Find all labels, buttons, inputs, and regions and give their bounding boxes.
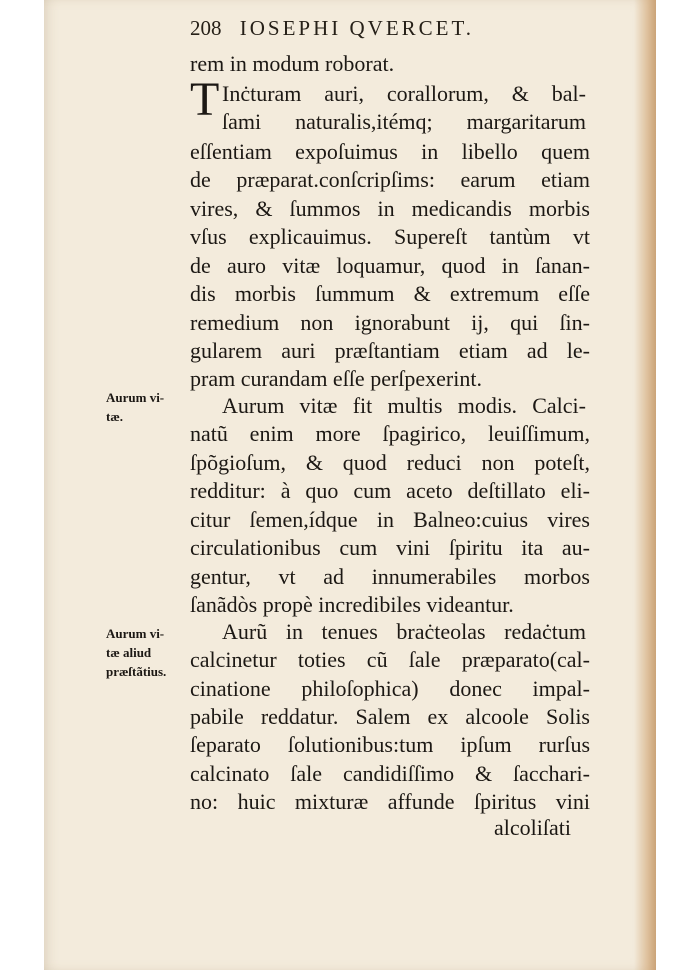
text-line: ſanãdòs propè incredibiles videantur. bbox=[190, 592, 514, 617]
text-line: remedium non ignorabunt ij, qui ſin- bbox=[190, 310, 590, 335]
text-line: dis morbis ſummum & extremum eſſe bbox=[190, 281, 590, 306]
text-line: ſami naturalis,itémq; margaritarum bbox=[222, 109, 586, 134]
text-line: cinatione philoſophica) donec impal- bbox=[190, 676, 590, 701]
text-line: de auro vitæ loquamur, quod in ſanan- bbox=[190, 253, 590, 278]
text-line: Aurum vitæ fit multis modis. Calci- bbox=[222, 393, 586, 418]
text-line: ſpõgioſum, & quod reduci non poteſt, bbox=[190, 450, 590, 475]
page-number: 208 bbox=[190, 16, 222, 40]
text-line: calcinato ſale candidiſſimo & ſacchari- bbox=[190, 761, 590, 786]
marginal-note: Aurum vi- tæ aliud præſtãtius. bbox=[106, 626, 167, 679]
text-line: rem in modum roborat. bbox=[190, 51, 395, 76]
running-head: IOSEPHI QVERCET. bbox=[239, 16, 475, 40]
text-line: circulationibus cum vini ſpiritu ita au- bbox=[190, 535, 590, 560]
text-line: Inċturam auri, corallorum, & bal- bbox=[222, 81, 586, 106]
running-header bbox=[190, 16, 630, 41]
page-edge-shadow bbox=[634, 0, 656, 970]
text-line: citur ſemen,ídque in Balneo:cuius vires bbox=[190, 507, 590, 532]
text-line: eſſentiam expoſuimus in libello quem bbox=[190, 139, 590, 164]
marginal-note: Aurum vi- tæ. bbox=[106, 390, 165, 424]
text-line: no: huic mixturæ affunde ſpiritus vini bbox=[190, 789, 590, 814]
text-line: vſus explicauimus. Supereſt tantùm vt bbox=[190, 224, 590, 249]
catchword: alcoliſati bbox=[494, 815, 571, 840]
text-line: de præparat.conſcripſims: earum etiam bbox=[190, 167, 590, 192]
text-line: calcinetur toties cũ ſale præparato(cal- bbox=[190, 647, 590, 672]
text-line: gentur, vt ad innumerabiles morbos bbox=[190, 564, 590, 589]
drop-cap: T bbox=[190, 73, 220, 126]
text-line: ſeparato ſolutionibus:tum ipſum rurſus bbox=[190, 732, 590, 757]
text-line: gularem auri præſtantiam etiam ad le- bbox=[190, 338, 590, 363]
text-line: redditur: à quo cum aceto deſtillato eli- bbox=[190, 478, 590, 503]
text-line: pram curandam eſſe perſpexerint. bbox=[190, 366, 482, 391]
text-line: natũ enim more ſpagirico, leuiſſimum, bbox=[190, 421, 590, 446]
text-line: pabile reddatur. Salem ex alcoole Solis bbox=[190, 704, 590, 729]
text-line: Aurũ in tenues braċteolas redaċtum bbox=[222, 619, 586, 644]
text-line: vires, & ſummos in medicandis morbis bbox=[190, 196, 590, 221]
